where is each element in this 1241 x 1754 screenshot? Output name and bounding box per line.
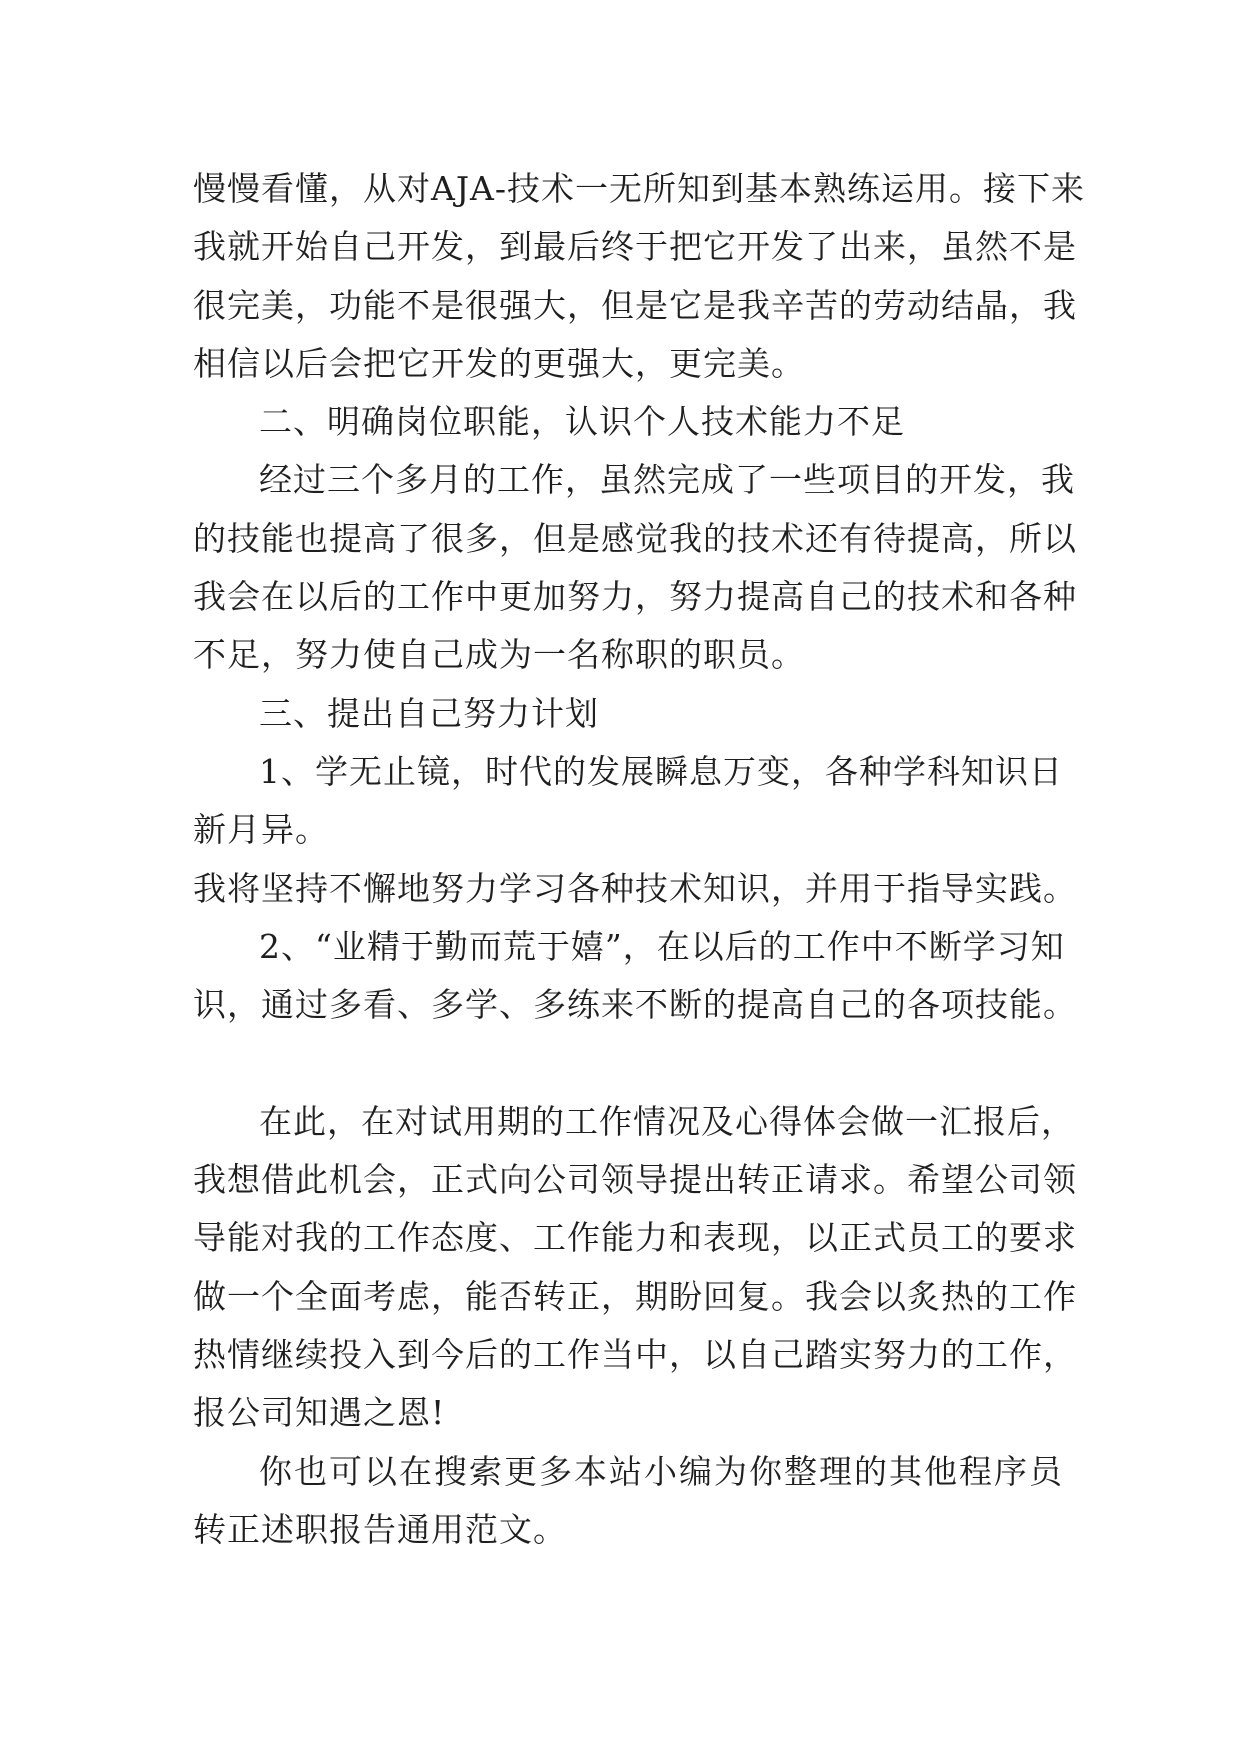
text-line: 我想借此机会，正式向公司领导提出转正请求。希望公司领 <box>193 1160 1077 1200</box>
text-line: 经过三个多月的工作，虽然完成了一些项目的开发，我 <box>259 460 1075 500</box>
text-line: 转正述职报告通用范文。 <box>193 1509 567 1549</box>
text-line: 做一个全面考虑，能否转正，期盼回复。我会以炙热的工作 <box>193 1276 1077 1316</box>
section-heading-3: 三、提出自己努力计划 <box>259 693 599 733</box>
text-line: 2、“业精于勤而荒于嬉”，在以后的工作中不断学习知 <box>259 926 1065 966</box>
text-line: 我会在以后的工作中更加努力，努力提高自己的技术和各种 <box>193 577 1077 617</box>
paragraph-gap <box>193 1034 1063 1092</box>
text-line: 热情继续投入到今后的工作当中，以自己踏实努力的工作， <box>193 1334 1077 1374</box>
text-line: 新月异。 <box>193 810 329 850</box>
text-line: 我就开始自己开发，到最后终于把它开发了出来，虽然不是 <box>193 227 1077 267</box>
text-line: 你也可以在搜索更多本站小编为你整理的其他程序员 <box>259 1451 1063 1491</box>
text-line: 1、学无止镜，时代的发展瞬息万变，各种学科知识日 <box>259 751 1063 791</box>
text-line: 很完美，功能不是很强大，但是它是我辛苦的劳动结晶，我 <box>193 285 1077 325</box>
document-body <box>193 160 1086 1559</box>
text-line: 相信以后会把它开发的更强大，更完美。 <box>193 343 805 383</box>
text-line: 我将坚持不懈地努力学习各种技术知识，并用于指导实践。 <box>193 868 1077 908</box>
text-line: 报公司知遇之恩! <box>193 1393 446 1433</box>
text-line: 不足，努力使自己成为一名称职的职员。 <box>193 635 805 675</box>
text-line: 的技能也提高了很多，但是感觉我的技术还有待提高，所以 <box>193 518 1077 558</box>
text-line: 慢慢看懂，从对AJA-技术一无所知到基本熟练运用。接下来 <box>193 169 1086 208</box>
text-line: 导能对我的工作态度、工作能力和表现，以正式员工的要求 <box>193 1218 1077 1258</box>
text-line: 识，通过多看、多学、多练来不断的提高自己的各项技能。 <box>193 985 1077 1025</box>
section-heading-2: 二、明确岗位职能，认识个人技术能力不足 <box>259 402 905 442</box>
text-line: 在此，在对试用期的工作情况及心得体会做一汇报后， <box>259 1101 1075 1141</box>
